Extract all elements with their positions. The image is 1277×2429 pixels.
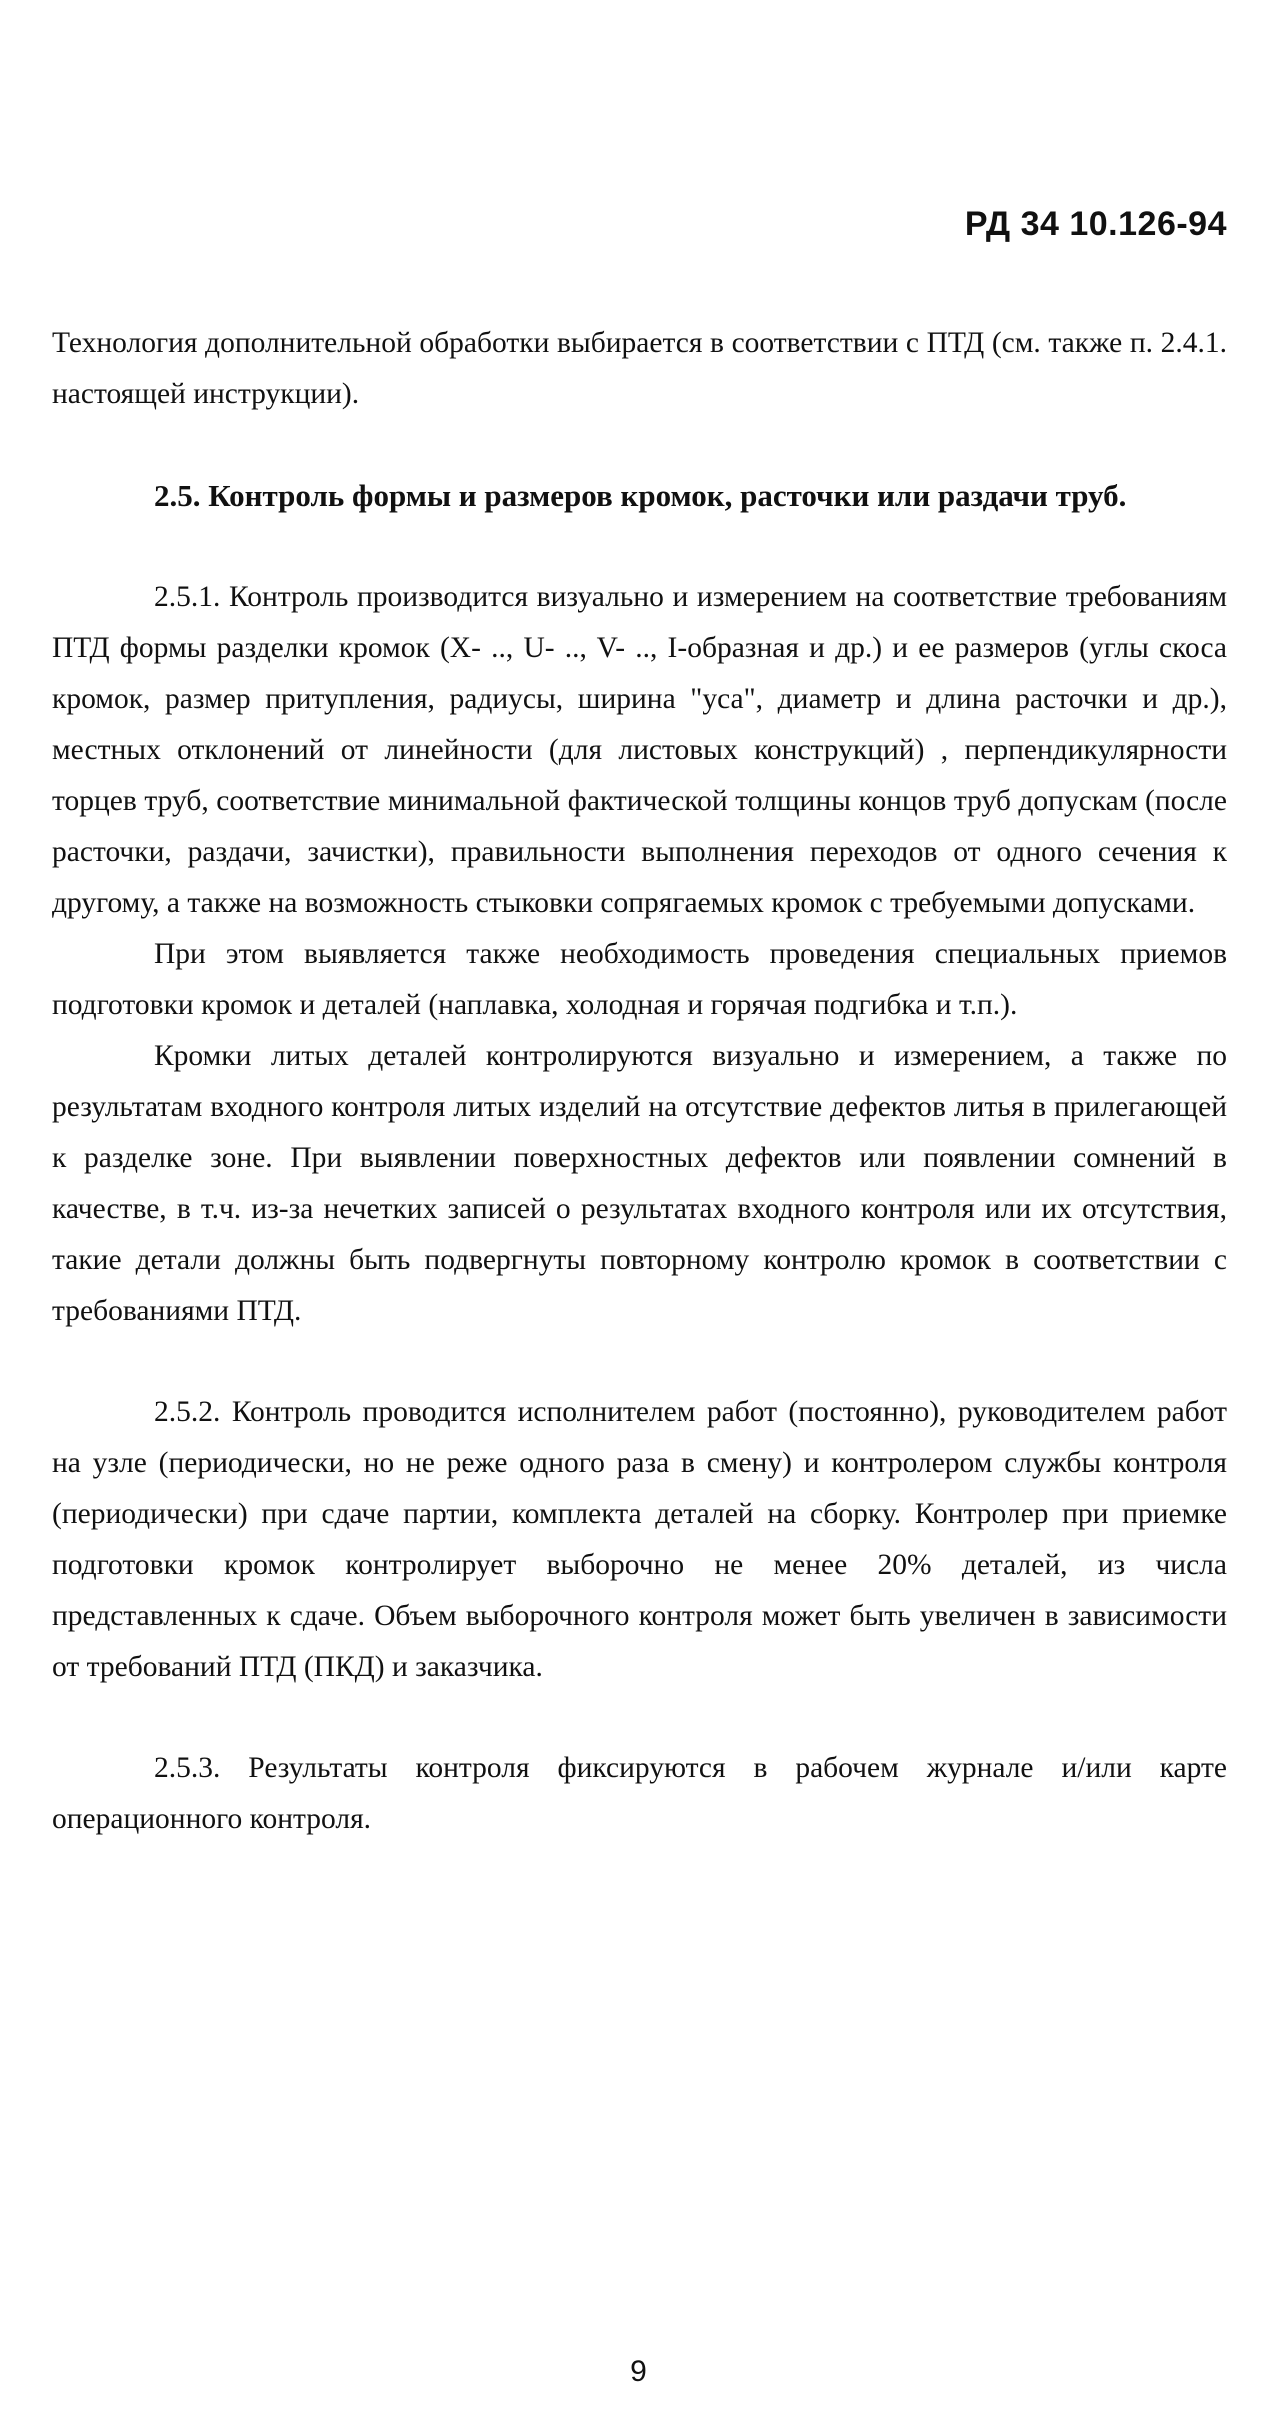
spacer: [52, 1337, 1227, 1387]
spacer: [52, 420, 1227, 470]
page-body: [52, 318, 1227, 1845]
intro-paragraph: Технология дополнительной обработки выбирается в соответствии с ПТД (см. также п. 2.4.1. настоящей инструкции).: [52, 327, 1227, 410]
document-code: РД 34 10.126-94: [964, 205, 1227, 243]
paragraph-2-5-1-cast-parts: Кромки литых деталей контролируются визуально и измерением, а также по результатам входного контроля литых изделий на отсутствие дефектов литья в прилегающей к разделке зоне. При выявлении поверхностных дефектов или появлении сомнений в качестве, в т.ч. из-за нечетких записей о результатах входного контроля или их отсутствия, такие детали должны быть подвергнуты повторному контролю кромок в соответствии с требованиями ПТД.: [52, 1040, 1227, 1327]
paragraph-2-5-2: 2.5.2. Контроль проводится исполнителем работ (постоянно), руководителем работ на узле (периодически, но не реже одного раза в смену) и контролером службы контроля (периодически) при сдаче партии, комплекта деталей на сборку. Контролер при приемке подготовки кромок контролирует выборочно не менее 20% деталей, из числа представленных к сдаче. Объем выборочного контроля может быть увеличен в зависимости от требований ПТД (ПКД) и заказчика.: [52, 1396, 1227, 1683]
section-heading: 2.5. Контроль формы и размеров кромок, расточки или раздачи труб.: [154, 478, 1127, 513]
paragraph-2-5-1: 2.5.1. Контроль производится визуально и измерением на соответствие требованиям ПТД формы разделки кромок (X- .., U- .., V- .., I-образная и др.) и ее размеров (углы скоса кромок, размер притупления, радиусы, ширина "уса", диаметр и длина расточки и др.), местных отклонений от линейности (для листовых конструкций) , перпендикулярности торцев труб, соответствие минимальной фактической толщины концов труб допускам (после расточки, раздачи, зачистки), правильности выполнения переходов от одного сечения к другому, а также на возможность стыковки сопрягаемых кромок с требуемыми допусками.: [52, 581, 1227, 919]
paragraph-2-5-3: 2.5.3. Результаты контроля фиксируются в рабочем журнале и/или карте операционного контроля.: [52, 1752, 1227, 1835]
spacer: [52, 1693, 1227, 1743]
paragraph-2-5-1-special-methods: При этом выявляется также необходимость проведения специальных приемов подготовки кромок и деталей (наплавка, холодная и горячая подгибка и т.п.).: [52, 938, 1227, 1021]
page-number: 9: [630, 2355, 647, 2388]
spacer: [52, 522, 1227, 572]
